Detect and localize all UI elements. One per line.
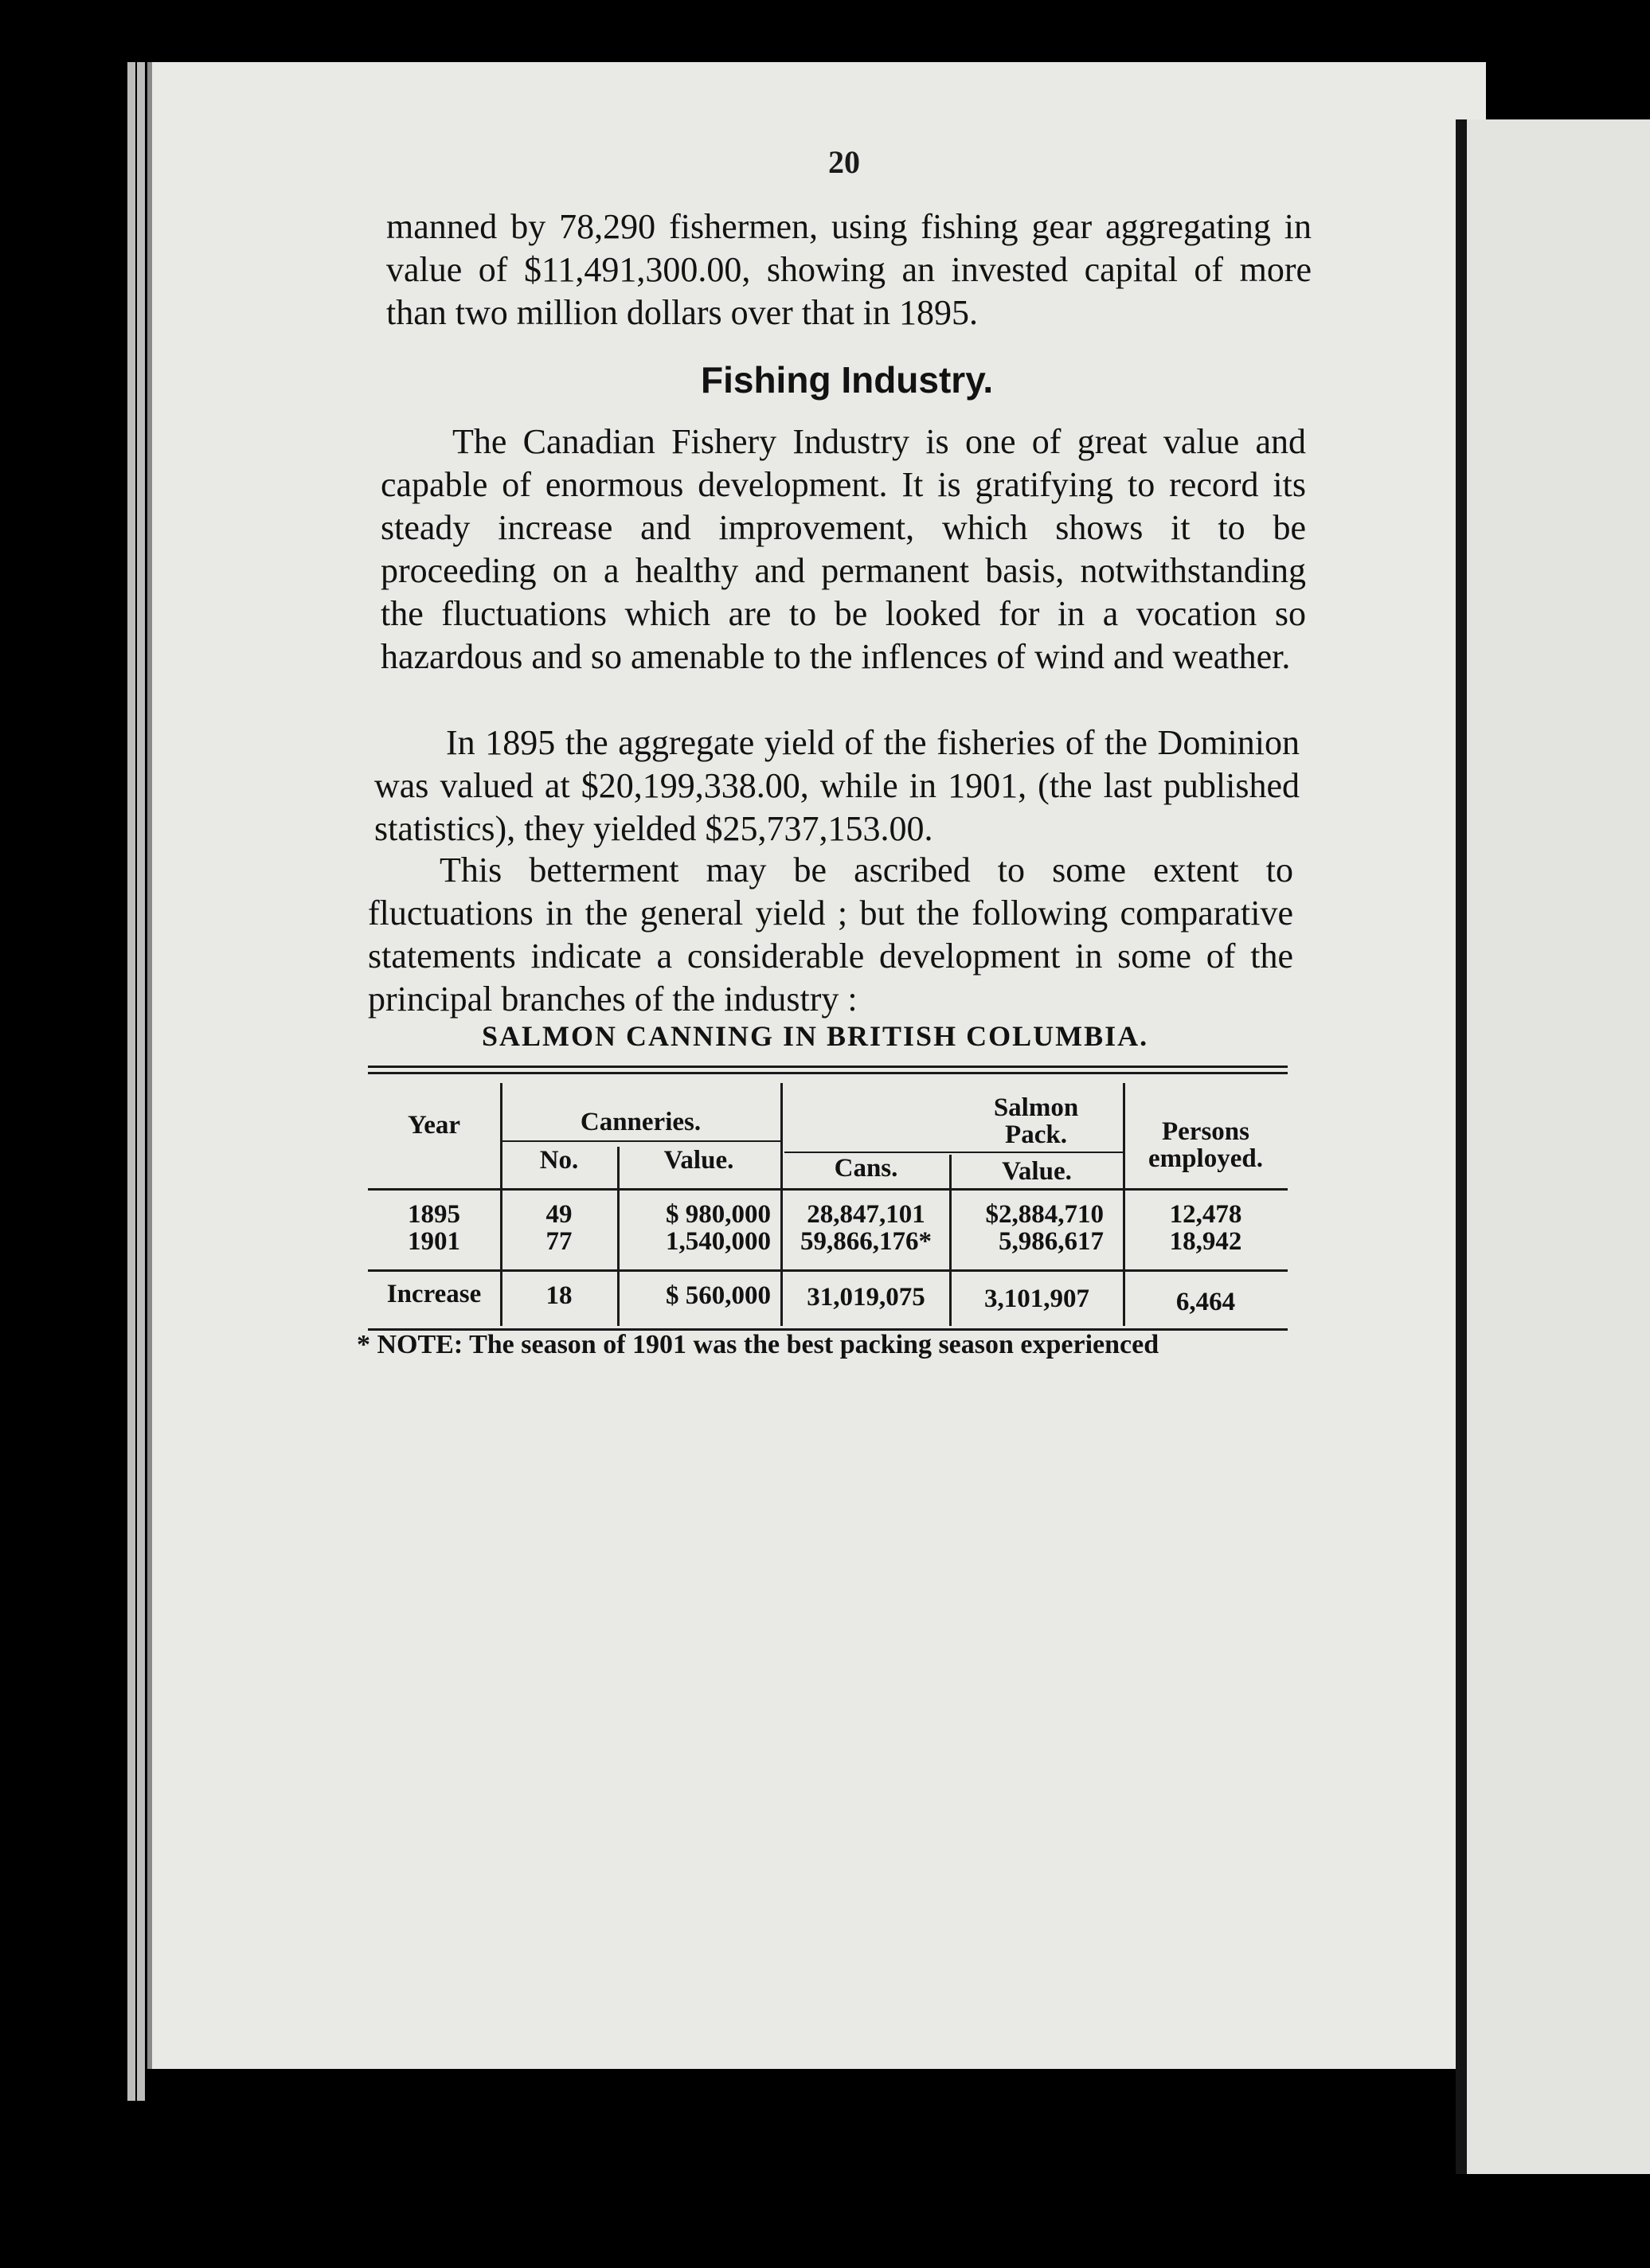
value-cell: $ 980,000 1,540,000	[666, 1200, 771, 1256]
header-salmon-pack: Salmon Pack.	[993, 1093, 1079, 1149]
paragraph-1: The Canadian Fishery Industry is one of great value and capable of enormous development. It is gratifying to record its steady increase and improvement, which shows it to be proceeding on a healthy and permanent basis, notwithstanding the fluctuations which are to be looked for in a vocation so hazardous and so amenable to the inflences of wind and weather.	[381, 422, 1306, 676]
table-top-rule	[368, 1072, 1288, 1074]
header-canneries: Canneries.	[580, 1108, 702, 1136]
page-edge	[137, 62, 145, 2101]
column-divider	[780, 1083, 783, 1326]
increase-pack-value: 3,101,907	[984, 1285, 1089, 1313]
years-cell: 1895 1901	[408, 1200, 460, 1256]
paragraph-2: In 1895 the aggregate yield of the fisheries of the Dominion was valued at $20,199,338.00, while in 1901, (the last published statistics), they yielded $25,737,153.00.	[374, 723, 1300, 848]
header-cans: Cans.	[834, 1154, 898, 1183]
no-cell: 49 77	[545, 1200, 573, 1256]
table-title: SALMON CANNING IN BRITISH COLUMBIA.	[482, 1020, 1149, 1052]
increase-value: $ 560,000	[666, 1281, 771, 1310]
paragraph-3: This betterment may be ascribed to some extent to fluctuations in the general yield ; but the following comparative statements indicate a considerable development in some of the principal branches of the industry :	[368, 850, 1293, 1019]
section-heading: Fishing Industry.	[701, 359, 994, 401]
increase-persons: 6,464	[1175, 1288, 1236, 1316]
header-year: Year	[408, 1111, 460, 1140]
column-divider	[617, 1147, 620, 1326]
intro-paragraph: manned by 78,290 fishermen, using fishing gear aggregating in value of $11,491,300.00, showing an invested capital of more than two million dollars over that in 1895.	[386, 207, 1312, 332]
header-pack-value: Value.	[1002, 1157, 1072, 1186]
column-divider	[949, 1155, 952, 1326]
header-no: No.	[539, 1146, 579, 1175]
cans-cell: 28,847,101 59,866,176*	[800, 1200, 932, 1256]
increase-rule	[368, 1269, 1288, 1272]
page-number: 20	[828, 144, 860, 180]
footnote: * NOTE: The season of 1901 was the best packing season experienced	[357, 1330, 1159, 1359]
header-value: Value.	[663, 1146, 734, 1175]
increase-cans: 31,019,075	[807, 1283, 925, 1312]
persons-cell: 12,478 18,942	[1169, 1200, 1242, 1256]
increase-label: Increase	[386, 1280, 482, 1308]
pack-subrule	[784, 1152, 1123, 1153]
pack-value-cell: $2,884,710 5,986,617	[985, 1200, 1104, 1256]
header-persons: Persons employed.	[1148, 1117, 1263, 1173]
header-rule	[368, 1188, 1288, 1191]
page-edge	[127, 62, 135, 2101]
column-divider	[500, 1083, 502, 1326]
facing-page	[1456, 119, 1650, 2174]
table-top-rule	[368, 1066, 1288, 1068]
increase-no: 18	[545, 1281, 573, 1310]
canneries-subrule	[502, 1140, 780, 1142]
